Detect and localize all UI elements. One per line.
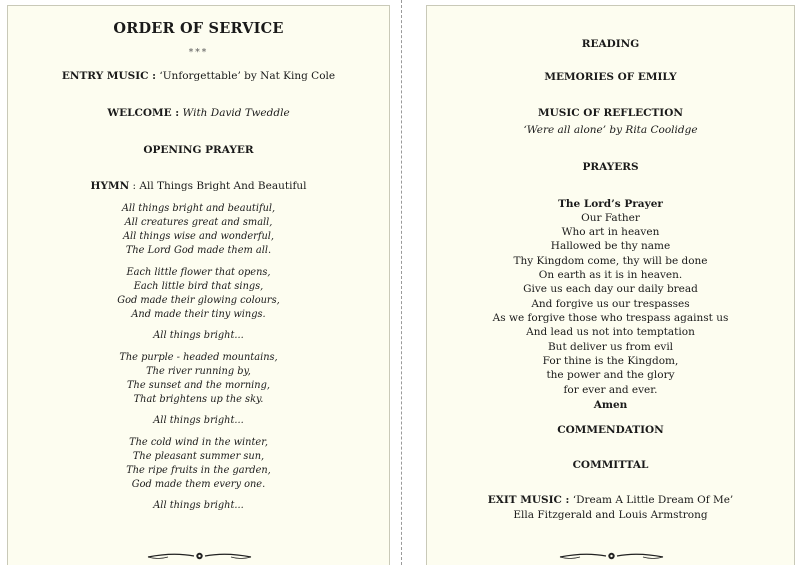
welcome xyxy=(8,107,389,119)
welcome-text: With David Tweddle xyxy=(182,107,290,119)
prayer-line: As we forgive those who trespass against us xyxy=(492,312,729,324)
order-of-service-title: ORDER OF SERVICE xyxy=(113,20,284,37)
verse4-line: The pleasant summer sun, xyxy=(132,451,265,462)
separator: *** xyxy=(188,48,209,58)
chorus-line: All things bright... xyxy=(153,330,244,341)
prayers-heading: PRAYERS xyxy=(582,161,639,173)
lords-prayer-title: The Lord’s Prayer xyxy=(558,198,663,210)
verse1-line: All creatures great and small, xyxy=(124,217,273,228)
opening-prayer-heading: OPENING PRAYER xyxy=(143,144,254,156)
entry-music xyxy=(8,70,389,82)
prayer-line: And lead us not into temptation xyxy=(526,326,695,338)
prayer-line: Thy Kingdom come, thy will be done xyxy=(513,255,708,267)
reflection-heading: MUSIC OF REFLECTION xyxy=(538,107,683,119)
prayer-line: the power and the glory xyxy=(546,369,675,381)
chorus-line: All things bright... xyxy=(153,500,244,511)
exit-music xyxy=(427,494,794,506)
prayer-line: For thine is the Kingdom, xyxy=(542,355,679,367)
prayer-line: And forgive us our trespasses xyxy=(531,298,690,310)
prayer-line: for ever and ever. xyxy=(563,384,658,396)
amen: Amen xyxy=(593,399,628,411)
verse3-line: The sunset and the morning, xyxy=(127,380,270,391)
verse4-line: The cold wind in the winter, xyxy=(129,437,268,448)
verse3-line: The purple - headed mountains, xyxy=(119,352,278,363)
left-page xyxy=(7,5,390,565)
verse4-line: The ripe fruits in the garden, xyxy=(126,465,271,476)
verse2-line: Each little bird that sings, xyxy=(133,281,264,292)
right-page xyxy=(426,5,795,565)
exit-music-text: ‘Dream A Little Dream Of Me’ xyxy=(572,494,734,506)
hymn xyxy=(8,180,389,192)
verse4-line: God made them every one. xyxy=(131,479,266,490)
verse1-line: The Lord God made them all. xyxy=(125,245,272,256)
verse2-line: Each little flower that opens, xyxy=(126,267,271,278)
flourish-ornament-icon xyxy=(8,549,391,563)
prayer-line: Hallowed be thy name xyxy=(550,240,671,252)
flourish-ornament-icon xyxy=(427,549,796,563)
hymn-text: : All Things Bright And Beautiful xyxy=(132,180,307,192)
entry-music-text: ‘Unforgettable’ by Nat King Cole xyxy=(159,70,336,82)
prayer-line: Our Father xyxy=(581,212,640,224)
prayer-line: Who art in heaven xyxy=(561,226,660,238)
verse1-line: All things wise and wonderful, xyxy=(122,231,275,242)
verse3-line: The river running by, xyxy=(146,366,251,377)
committal-heading: COMMITTAL xyxy=(572,459,649,471)
commendation-heading: COMMENDATION xyxy=(557,424,664,436)
prayer-line: On earth as it is in heaven. xyxy=(538,269,683,281)
hymn-label: HYMN xyxy=(90,180,130,192)
verse1-line: All things bright and beautiful, xyxy=(121,203,276,214)
reflection-song: ‘Were all alone’ by Rita Coolidge xyxy=(523,124,698,136)
exit-music-artists: Ella Fitzgerald and Louis Armstrong xyxy=(513,509,708,521)
chorus-line: All things bright... xyxy=(153,415,244,426)
prayer-line: Give us each day our daily bread xyxy=(523,283,698,295)
fold-line xyxy=(401,0,402,565)
reading-heading: READING xyxy=(581,38,640,50)
memories-heading: MEMORIES OF EMILY xyxy=(544,71,677,83)
exit-music-label: EXIT MUSIC : xyxy=(487,494,570,506)
verse2-line: And made their tiny wings. xyxy=(131,309,266,320)
entry-music-label: ENTRY MUSIC : xyxy=(61,70,157,82)
verse3-line: That brightens up the sky. xyxy=(133,394,264,405)
prayer-line: But deliver us from evil xyxy=(547,341,674,353)
welcome-label: WELCOME : xyxy=(107,107,180,119)
verse2-line: God made their glowing colours, xyxy=(117,295,280,306)
